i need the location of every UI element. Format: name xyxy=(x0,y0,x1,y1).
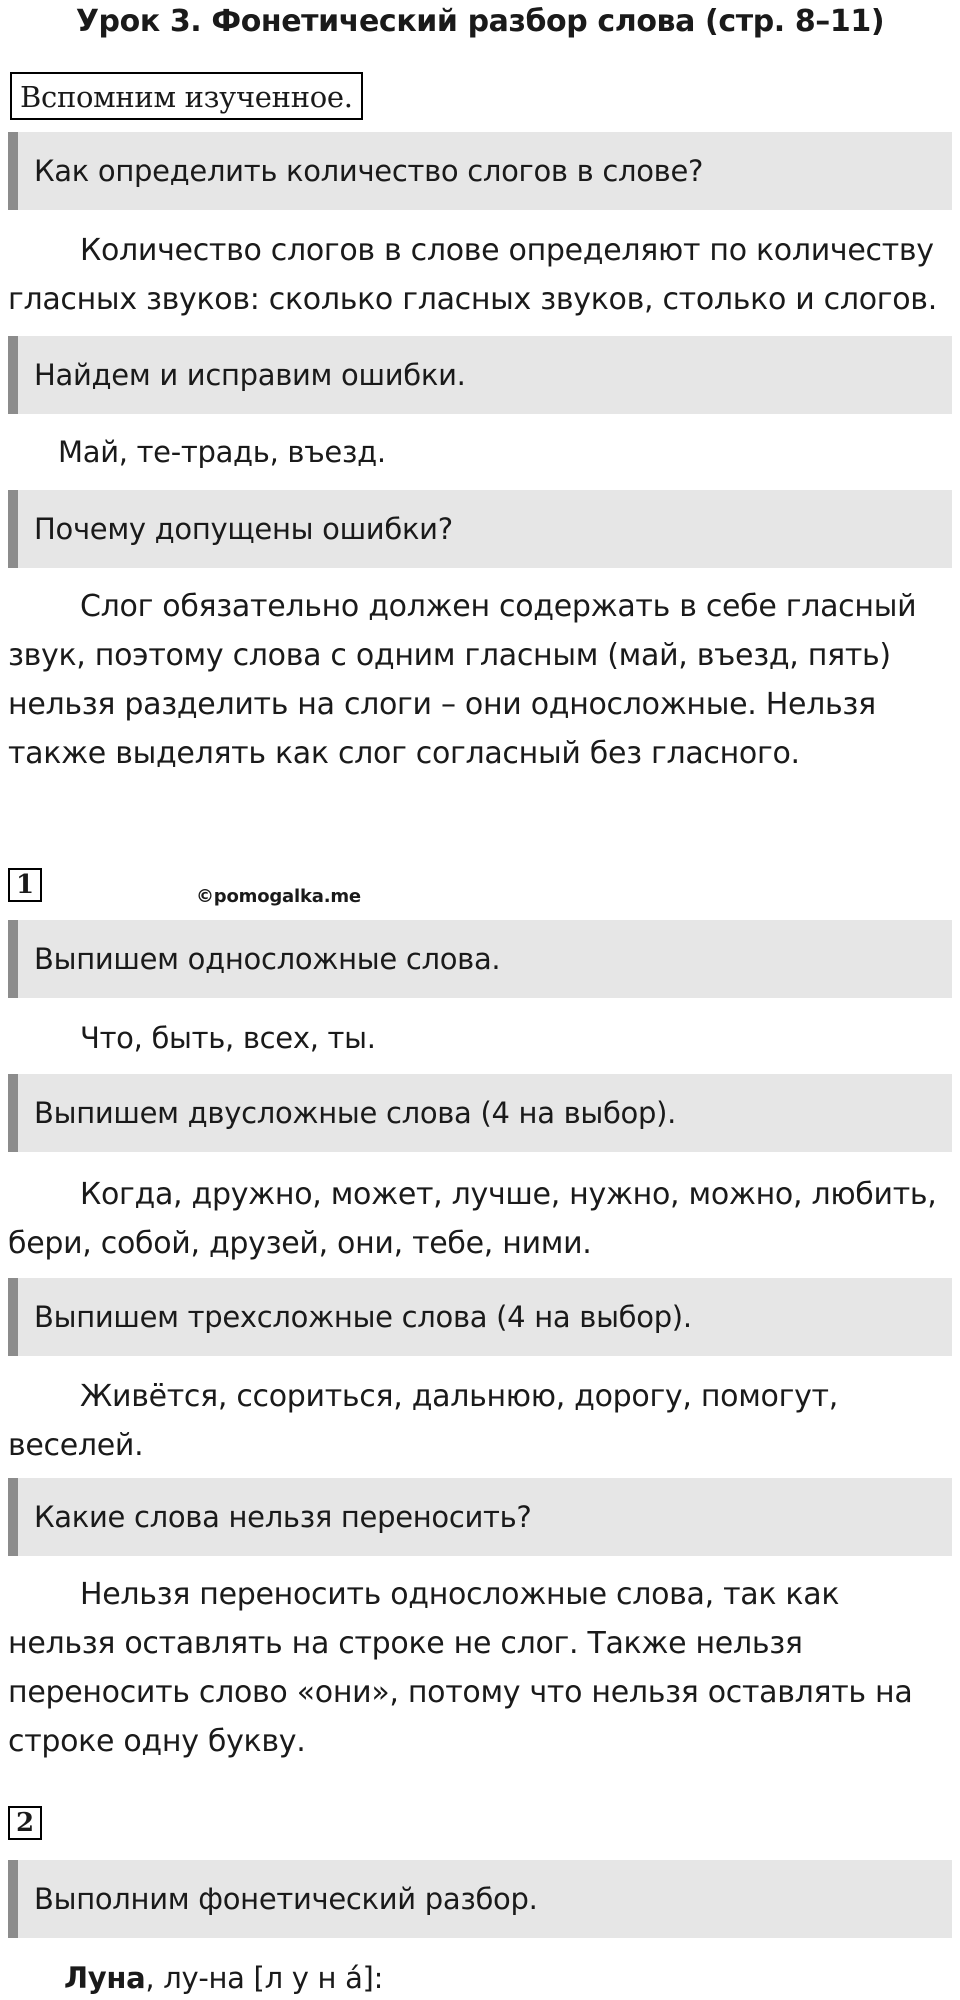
question-bar: Выпишем односложные слова. xyxy=(8,920,952,998)
question-bar: Почему допущены ошибки? xyxy=(8,490,952,568)
answer-line: Май, те-традь, въезд. xyxy=(58,435,386,469)
answer-paragraph: Живётся, ссориться, дальнюю, дорогу, помогут, веселей. xyxy=(8,1379,838,1463)
phonetic-word: Луна xyxy=(64,1961,146,1995)
answer-paragraph: Когда, дружно, может, лучше, нужно, можно, любить, бери, собой, друзей, они, тебе, ними. xyxy=(8,1177,937,1261)
task-number-2: 2 xyxy=(8,1806,42,1840)
watermark: ©pomogalka.me xyxy=(196,886,361,907)
question-bar: Найдем и исправим ошибки. xyxy=(8,336,952,414)
answer-paragraph: Количество слогов в слове определяют по количеству гласных звуков: сколько гласных звуков, столько и слогов. xyxy=(8,233,937,317)
question-bar: Выполним фонетический разбор. xyxy=(8,1860,952,1938)
phonetic-transcription: , лу-на [л у н а́]: xyxy=(145,1961,384,1995)
answer-paragraph: Нельзя переносить односложные слова, так как нельзя оставлять на строке не слог. Также нельзя переносить слово «они», потому что нельзя оставлять на строке одну букву. xyxy=(8,1577,913,1759)
question-bar: Как определить количество слогов в слове? xyxy=(8,132,952,210)
answer-line: Что, быть, всех, ты. xyxy=(80,1021,376,1055)
question-bar: Какие слова нельзя переносить? xyxy=(8,1478,952,1556)
answer-paragraph: Слог обязательно должен содержать в себе гласный звук, поэтому слова с одним гласным (май, въезд, пять) нельзя разделить на слоги – они односложные. Нельзя также выделять как слог согласный без гласного. xyxy=(8,589,917,771)
phonetic-word-line xyxy=(64,1958,383,1998)
page-title: Урок 3. Фонетический разбор слова (стр. 8–11) xyxy=(75,4,885,39)
question-bar: Выпишем двусложные слова (4 на выбор). xyxy=(8,1074,952,1152)
question-bar: Выпишем трехсложные слова (4 на выбор). xyxy=(8,1278,952,1356)
review-label: Вспомним изученное. xyxy=(10,72,363,120)
task-number-1: 1 xyxy=(8,868,42,902)
